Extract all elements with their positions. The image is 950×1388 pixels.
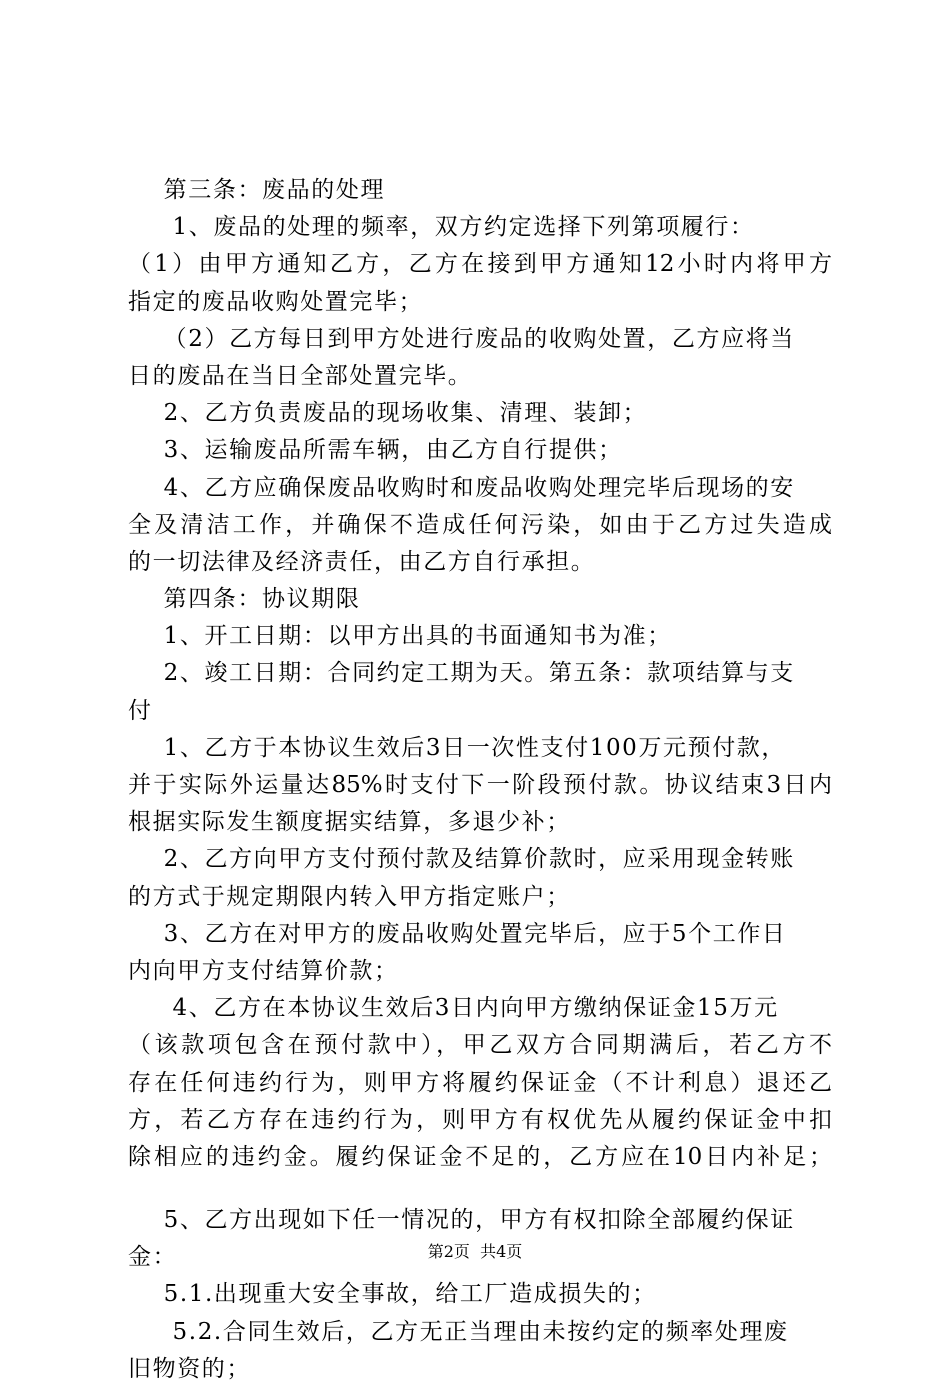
paragraph-line: 的方式于规定期限内转入甲方指定账户； <box>128 883 571 910</box>
page-footer: 第2页 共4页 <box>427 1242 523 1261</box>
paragraph-line: 除相应的违约金。履约保证金不足的，乙方应在10日内补足； <box>128 1143 832 1170</box>
paragraph-line: 存在任何违约行为，则甲方将履约保证金（不计利息）退还乙 <box>128 1069 832 1096</box>
heading-article-4: 第四条：协议期限 <box>128 586 361 613</box>
paragraph-line: 3、运输废品所需车辆，由乙方自行提供； <box>128 437 623 464</box>
paragraph-line: 1、开工日期：以甲方出具的书面通知书为准； <box>128 623 672 650</box>
paragraph-line: 内向甲方支付结算价款； <box>128 957 399 984</box>
paragraph-line: 1、废品的处理的频率，双方约定选择下列第项履行： <box>128 214 755 241</box>
paragraph-line: 5.1.出现重大安全事故，给工厂造成损失的； <box>128 1281 657 1308</box>
paragraph-line: 2、乙方负责废品的现场收集、清理、装卸； <box>128 400 648 427</box>
paragraph-line: 并于实际外运量达85%时支付下一阶段预付款。协议结束3日内 <box>128 772 832 798</box>
paragraph-line: 5.2.合同生效后，乙方无正当理由未按约定的频率处理废 <box>128 1318 789 1345</box>
paragraph-line: 方，若乙方存在违约行为，则甲方有权优先从履约保证金中扣 <box>128 1106 832 1133</box>
paragraph-line: 4、乙方应确保废品收购时和废品收购处理完毕后现场的安 <box>128 474 795 501</box>
paragraph-line: 的一切法律及经济责任，由乙方自行承担。 <box>128 548 596 575</box>
paragraph-line: 2、乙方向甲方支付预付款及结算价款时，应采用现金转账 <box>128 846 795 873</box>
paragraph-line: 旧物资的； <box>128 1355 251 1382</box>
paragraph-line: 2、竣工日期：合同约定工期为天。第五条：款项结算与支 <box>128 660 795 687</box>
paragraph-line: 4、乙方在本协议生效后3日内向甲方缴纳保证金15万元 <box>128 995 779 1022</box>
paragraph-line: 5、乙方出现如下任一情况的，甲方有权扣除全部履约保证 <box>128 1207 795 1234</box>
paragraph-line: 根据实际发生额度据实结算，多退少补； <box>128 809 571 836</box>
paragraph-line: （该款项包含在预付款中），甲乙双方合同期满后，若乙方不 <box>128 1032 832 1059</box>
paragraph-line: （2）乙方每日到甲方处进行废品的收购处置，乙方应将当 <box>128 325 795 352</box>
paragraph-line: 1、乙方于本协议生效后3日一次性支付100万元预付款， <box>128 734 787 761</box>
paragraph-line: 付 <box>128 697 153 724</box>
paragraph-line: 日的废品在当日全部处置完毕。 <box>128 362 473 389</box>
paragraph-line: 3、乙方在对甲方的废品收购处置完毕后，应于5个工作日 <box>128 920 787 947</box>
document-body <box>128 172 832 1388</box>
heading-article-3: 第三条：废品的处理 <box>128 177 386 203</box>
paragraph-line: 金： <box>128 1244 178 1271</box>
paragraph-gap <box>128 1176 832 1202</box>
paragraph-line: 指定的废品收购处置完毕； <box>128 288 424 315</box>
paragraph-line: 全及清洁工作，并确保不造成任何污染，如由于乙方过失造成 <box>128 511 832 538</box>
paragraph-line: （1）由甲方通知乙方，乙方在接到甲方通知12小时内将甲方 <box>128 251 832 278</box>
